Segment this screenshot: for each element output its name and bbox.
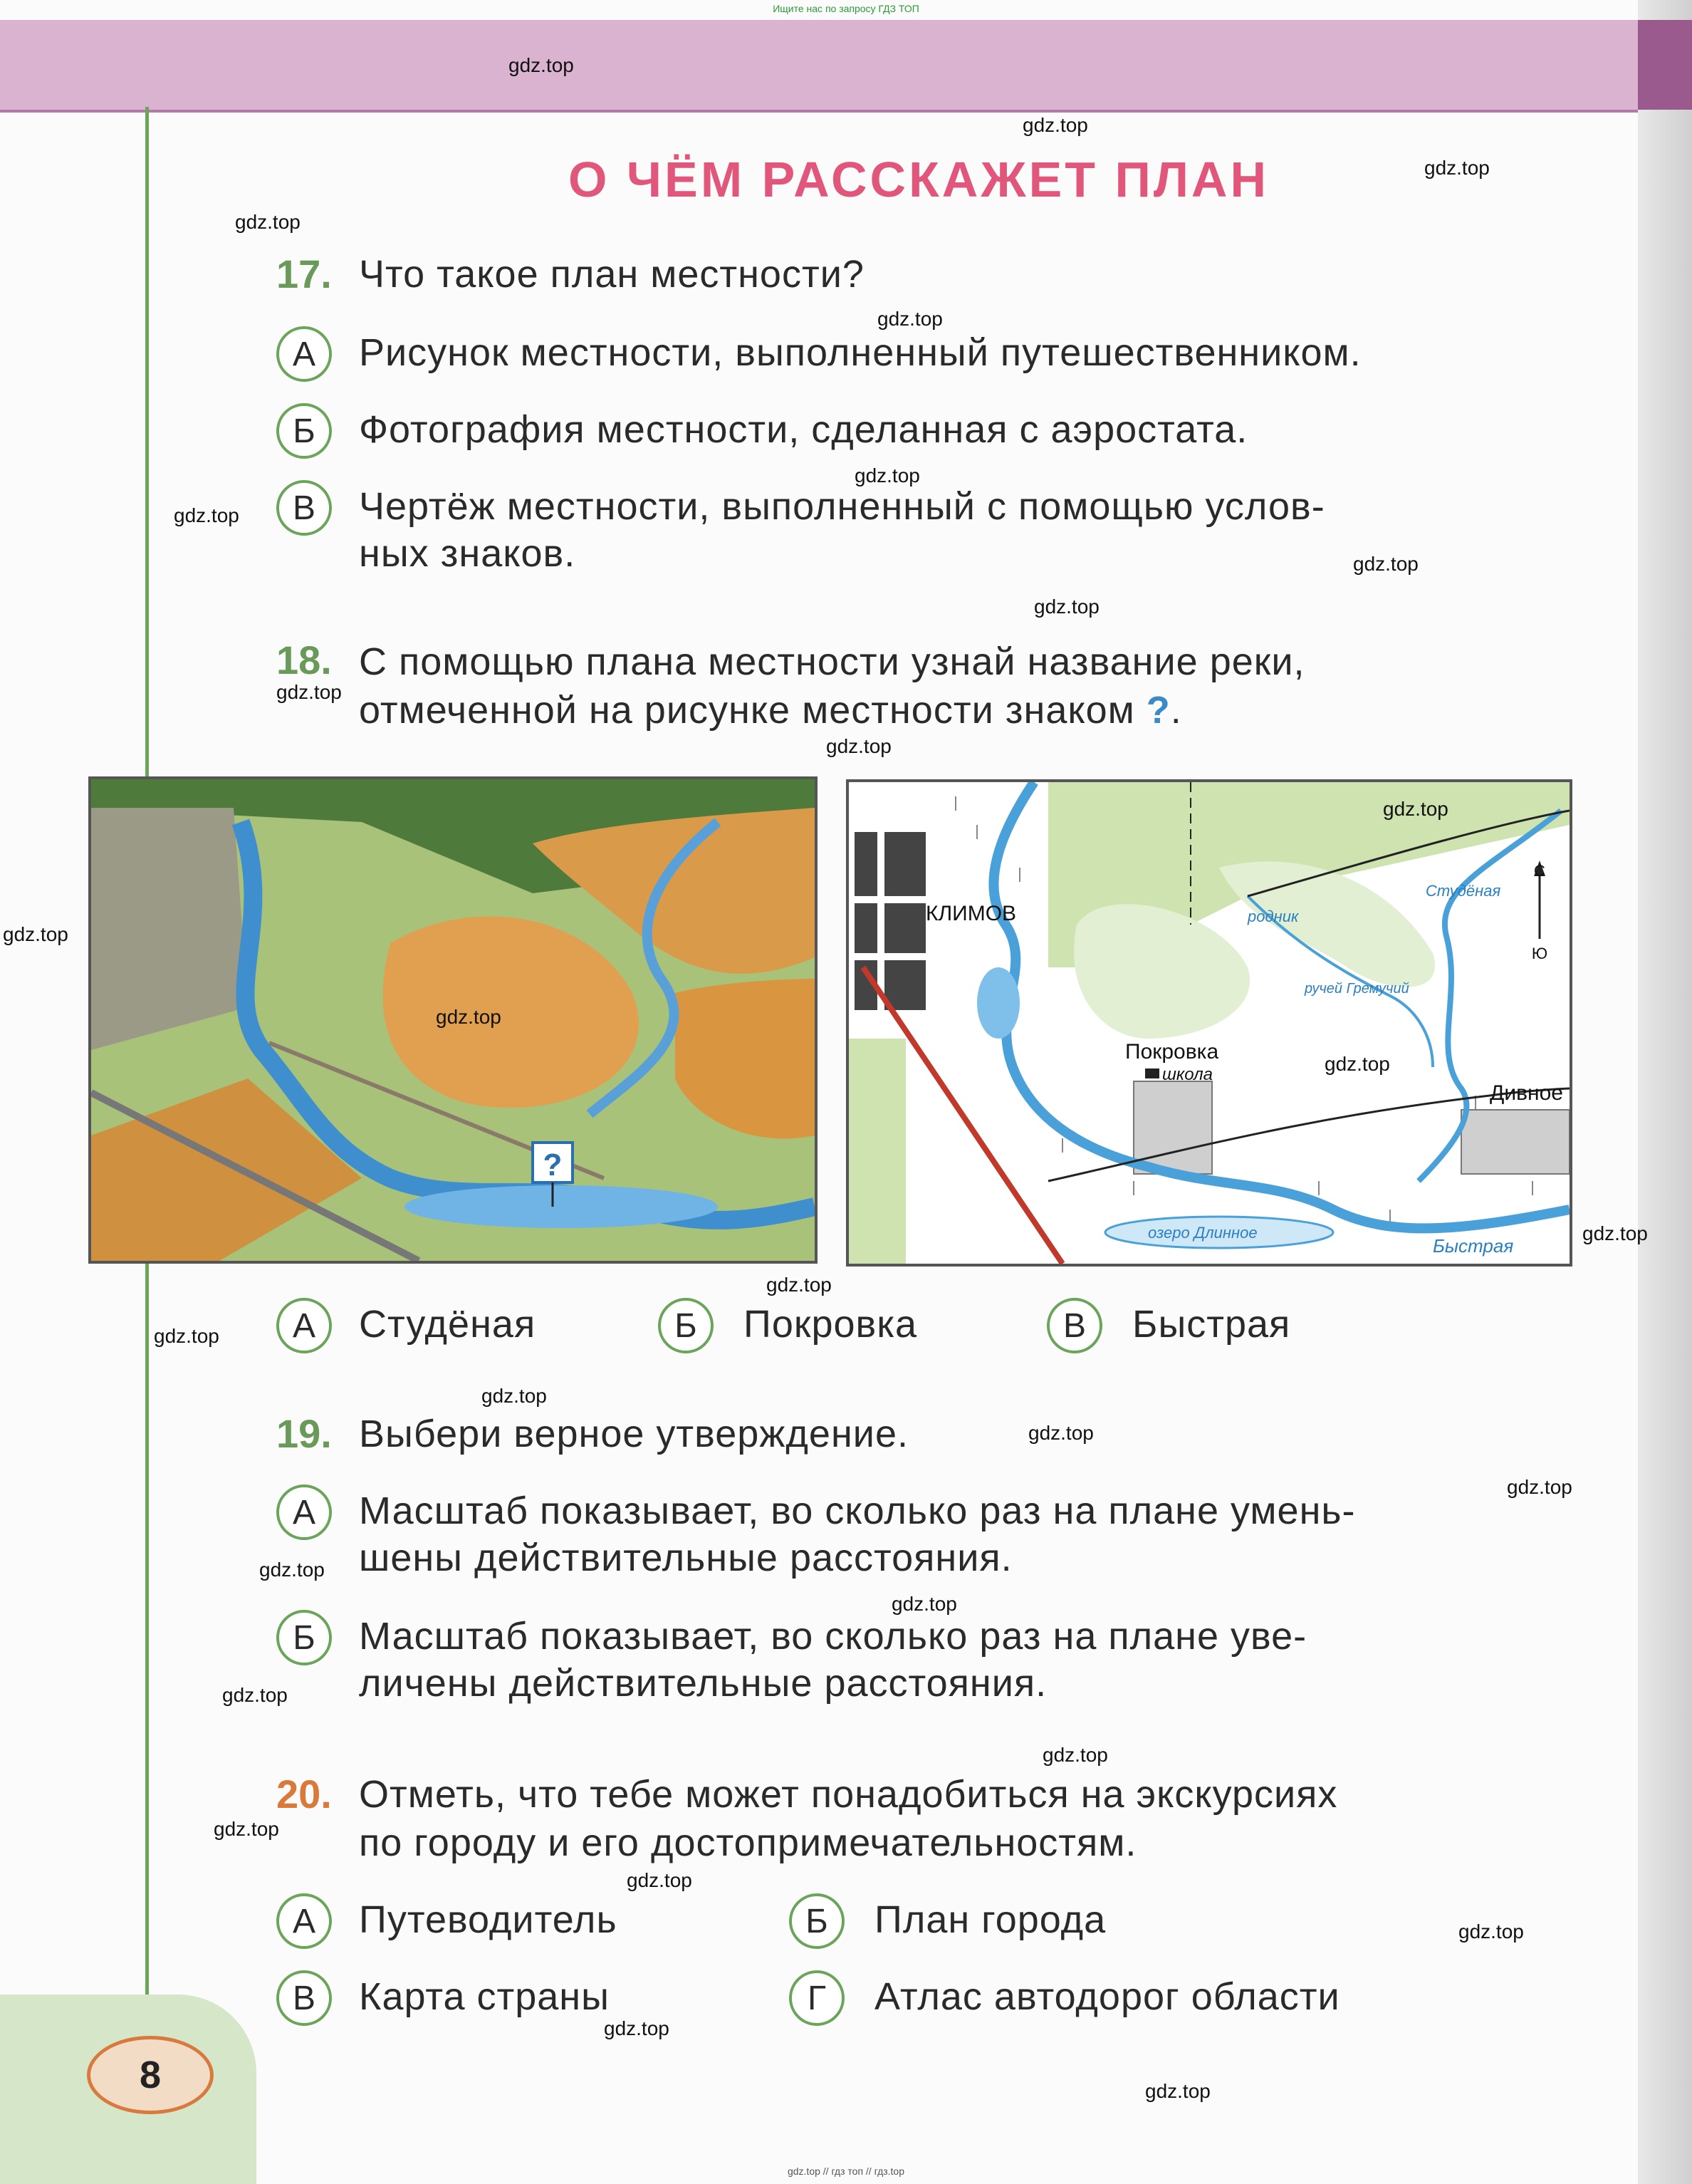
watermark: gdz.top bbox=[276, 681, 342, 703]
q19-number: 19. bbox=[276, 1411, 332, 1456]
watermark: gdz.top bbox=[766, 1274, 832, 1296]
watermark: gdz.top bbox=[222, 1684, 288, 1706]
top-note: Ищите нас по запросу ГДЗ ТОП bbox=[773, 3, 919, 14]
page-title: О ЧЁМ РАССКАЖЕТ ПЛАН bbox=[568, 152, 1270, 207]
q18-line1: С помощью плана местности узнай название реки, bbox=[359, 640, 1305, 683]
watermark: gdz.top bbox=[1145, 2080, 1211, 2102]
plan-label-pokrovka: Покровка bbox=[1125, 1040, 1219, 1064]
watermark: gdz.top bbox=[1507, 1476, 1572, 1498]
watermark: gdz.top bbox=[1353, 553, 1419, 575]
watermark: gdz.top bbox=[3, 923, 68, 945]
q20-option-c[interactable]: В bbox=[276, 1970, 332, 2026]
watermark: gdz.top bbox=[892, 1593, 957, 1615]
compass-south: Ю bbox=[1531, 945, 1548, 962]
watermark: gdz.top bbox=[1325, 1053, 1390, 1075]
watermark: gdz.top bbox=[627, 1869, 692, 1891]
q17-option-c-line2: ных знаков. bbox=[359, 532, 576, 575]
watermark: gdz.top bbox=[877, 308, 943, 330]
q20-option-b[interactable]: Б bbox=[789, 1893, 845, 1949]
q20-option-a-text: Путеводитель bbox=[359, 1898, 617, 1941]
q18-line2 bbox=[359, 687, 1182, 734]
page-number: 8 bbox=[87, 2036, 214, 2114]
q19-option-a-line2: шены действительные расстояния. bbox=[359, 1536, 1013, 1579]
q18-option-a-text: Студёная bbox=[359, 1303, 536, 1346]
watermark: gdz.top bbox=[174, 504, 239, 526]
question-mark-icon: ? bbox=[1146, 689, 1171, 732]
plan-label-bystraya: Быстрая bbox=[1433, 1235, 1514, 1257]
watermark: gdz.top bbox=[1023, 114, 1088, 136]
q19-option-a[interactable]: А bbox=[276, 1484, 332, 1540]
q17-text: Что такое план местности? bbox=[359, 253, 865, 296]
q17-option-b[interactable]: Б bbox=[276, 403, 332, 459]
watermark: gdz.top bbox=[1458, 1920, 1524, 1943]
area-plan-drawing bbox=[849, 782, 1570, 1264]
q18-option-a[interactable]: А bbox=[276, 1298, 332, 1353]
plan-label-stream: ручей Гремучий bbox=[1305, 981, 1409, 997]
plan-label-spring: родник bbox=[1248, 908, 1299, 925]
plan-label-divnoe: Дивное bbox=[1490, 1081, 1563, 1105]
watermark: gdz.top bbox=[1034, 596, 1100, 618]
watermark: gdz.top bbox=[1582, 1222, 1648, 1244]
q20-line2: по городу и его достопримечательностям. bbox=[359, 1821, 1137, 1864]
q20-option-a[interactable]: А bbox=[276, 1893, 332, 1949]
watermark: gdz.top bbox=[436, 1006, 501, 1028]
header-band-line bbox=[0, 110, 1645, 113]
q17-option-a[interactable]: А bbox=[276, 326, 332, 382]
q18-line2-text: отмеченной на рисунке местности знаком bbox=[359, 689, 1135, 732]
watermark: gdz.top bbox=[1028, 1422, 1094, 1444]
q19-option-b-line2: личены действительные расстояния. bbox=[359, 1662, 1048, 1705]
header-band bbox=[0, 20, 1645, 110]
q17-option-c[interactable]: В bbox=[276, 480, 332, 536]
q18-option-c[interactable]: В bbox=[1047, 1298, 1102, 1353]
plan-label-lake: озеро Длинное bbox=[1148, 1224, 1258, 1242]
q17-option-c-line1: Чертёж местности, выполненный с помощью услов- bbox=[359, 485, 1325, 528]
watermark: gdz.top bbox=[154, 1325, 219, 1347]
q20-option-b-text: План города bbox=[874, 1898, 1107, 1941]
q20-option-c-text: Карта страны bbox=[359, 1975, 610, 2018]
q18-option-b[interactable]: Б bbox=[658, 1298, 714, 1353]
q18-number: 18. bbox=[276, 638, 332, 682]
q19-option-b[interactable]: Б bbox=[276, 1610, 332, 1665]
watermark: gdz.top bbox=[481, 1385, 547, 1407]
watermark: gdz.top bbox=[1424, 157, 1490, 179]
watermark: gdz.top bbox=[1043, 1744, 1108, 1766]
page-gutter bbox=[1638, 0, 1692, 2184]
picture-question-mark: ? bbox=[543, 1148, 563, 1182]
q17-option-a-text: Рисунок местности, выполненный путешественником. bbox=[359, 331, 1362, 374]
q17-option-b-text: Фотография местности, сделанная с аэростата. bbox=[359, 408, 1248, 451]
compass-north: С bbox=[1534, 862, 1545, 880]
q19-option-b-line1: Масштаб показывает, во сколько раз на плане уве- bbox=[359, 1615, 1307, 1658]
watermark: gdz.top bbox=[826, 735, 892, 757]
plan-label-studenaya: Студёная bbox=[1426, 882, 1501, 900]
watermark: gdz.top bbox=[855, 464, 920, 487]
q17-number: 17. bbox=[276, 251, 332, 296]
q18-option-b-text: Покровка bbox=[743, 1303, 918, 1346]
q20-option-d[interactable]: Г bbox=[789, 1970, 845, 2026]
q19-text: Выбери верное утверждение. bbox=[359, 1413, 909, 1455]
watermark: gdz.top bbox=[508, 54, 574, 76]
q18-line2-end: . bbox=[1170, 689, 1182, 732]
watermark: gdz.top bbox=[214, 1818, 279, 1840]
bottom-note: gdz.top // гдз топ // гдз.top bbox=[787, 2165, 905, 2177]
plan-label-klimov: КЛИМОВ bbox=[926, 902, 1017, 925]
q20-number: 20. bbox=[276, 1772, 332, 1816]
watermark: gdz.top bbox=[259, 1559, 325, 1581]
q20-option-d-text: Атлас автодорог области bbox=[874, 1975, 1340, 2018]
page-gutter-band bbox=[1638, 20, 1692, 110]
q18-option-c-text: Быстрая bbox=[1132, 1303, 1291, 1346]
watermark: gdz.top bbox=[1383, 798, 1448, 820]
plan-label-school: школа bbox=[1162, 1065, 1213, 1084]
q19-option-a-line1: Масштаб показывает, во сколько раз на плане умень- bbox=[359, 1489, 1356, 1532]
area-plan-map bbox=[846, 779, 1572, 1267]
q20-line1: Отметь, что тебе может понадобиться на экскурсиях bbox=[359, 1773, 1338, 1816]
watermark: gdz.top bbox=[604, 2017, 669, 2039]
watermark: gdz.top bbox=[235, 211, 301, 233]
